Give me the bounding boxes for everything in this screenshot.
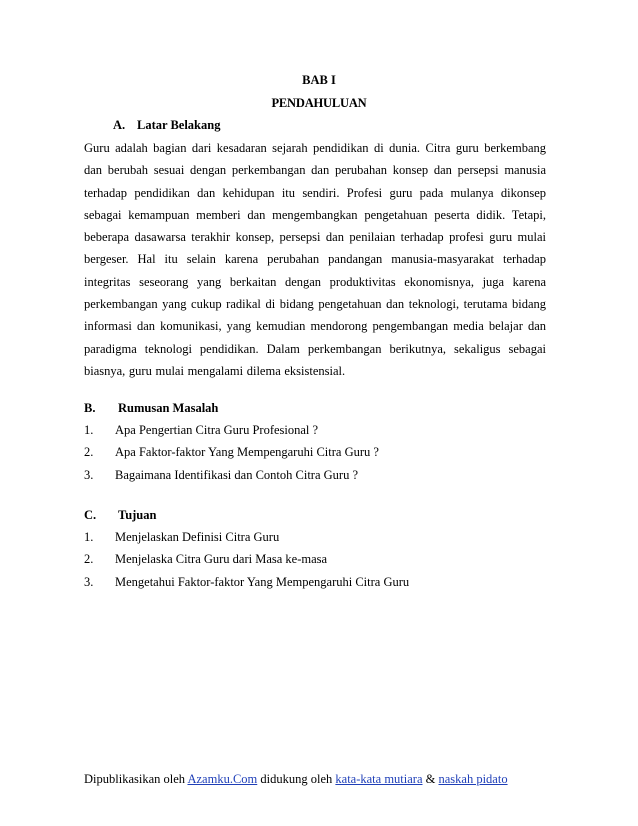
publication-footer [84, 772, 508, 787]
section-marker: B. [84, 401, 96, 415]
section-title: Rumusan Masalah [118, 401, 219, 415]
objectives-list [84, 526, 409, 593]
list-item [84, 526, 409, 548]
section-title: Latar Belakang [137, 118, 221, 132]
list-text: Bagaimana Identifikasi dan Contoh Citra Guru ? [115, 467, 358, 482]
footer-ampersand: & [422, 772, 439, 786]
chapter-title: PENDAHULUAN [271, 96, 367, 110]
list-item [84, 419, 379, 441]
list-text: Apa Pengertian Citra Guru Profesional ? [115, 423, 319, 437]
section-heading-latar-belakang [113, 118, 220, 133]
chapter-number: BAB I [302, 73, 336, 87]
kata-kata-mutiara-link[interactable]: kata-kata mutiara [335, 772, 423, 786]
list-text: Menjelaskan Definisi Citra Guru [115, 530, 280, 544]
list-text: Menjelaska Citra Guru dari Masa ke-masa [115, 552, 328, 567]
list-number: 1. [84, 530, 94, 544]
list-text: Apa Faktor-faktor Yang Mempengaruhi Citra Guru ? [115, 445, 379, 460]
list-item [84, 464, 379, 486]
footer-middle: didukung oleh [257, 772, 336, 786]
azamku-link[interactable]: Azamku.Com [187, 772, 258, 786]
list-item [84, 441, 379, 463]
section-title: Tujuan [118, 508, 157, 522]
section-heading-tujuan [84, 508, 156, 523]
list-item [84, 571, 409, 593]
section-marker: C. [84, 508, 97, 522]
section-marker: A. [113, 118, 126, 132]
list-number: 3. [84, 574, 94, 589]
list-number: 2. [84, 552, 94, 567]
section-heading-rumusan-masalah [84, 401, 218, 416]
list-number: 1. [84, 423, 94, 437]
naskah-pidato-link[interactable]: naskah pidato [438, 772, 508, 786]
background-paragraph: Guru adalah bagian dari kesadaran sejarah pendidikan di dunia. Citra guru berkembang dan berubah sesuai dengan perkembangan dan perubahan konsep dan persepsi manusia terhadap pendidikan dan kehidupan itu sendiri. Profesi guru pada mulanya dikonsep sebagai kemampuan memberi dan mengembangkan pengetahuan peserta didik. Tetapi, beberapa dasawarsa terakhir konsep, persepsi dan penilaian terhadap profesi guru mulai bergeser. Hal itu selain karena perubahan pandangan manusia-masyarakat terhadap integritas seseorang yang berkaitan dengan produktivitas ekonomisnya, juga karena perkembangan yang cukup radikal di bidang pengetahuan dan teknologi, terutama bidang informasi dan komunikasi, yang kemudian mendorong pengembangan media belajar dan paradigma teknologi pendidikan. Dalam perkembangan berikutnya, sekaligus sebagai biasnya, guru mulai mengalami dilema eksistensial. [84, 141, 546, 378]
problem-list [84, 419, 379, 486]
list-text: Mengetahui Faktor-faktor Yang Mempengaruhi Citra Guru [115, 574, 410, 589]
footer-prefix: Dipublikasikan oleh [84, 772, 188, 786]
list-number: 2. [84, 445, 94, 460]
list-item [84, 548, 409, 570]
list-number: 3. [84, 467, 94, 482]
